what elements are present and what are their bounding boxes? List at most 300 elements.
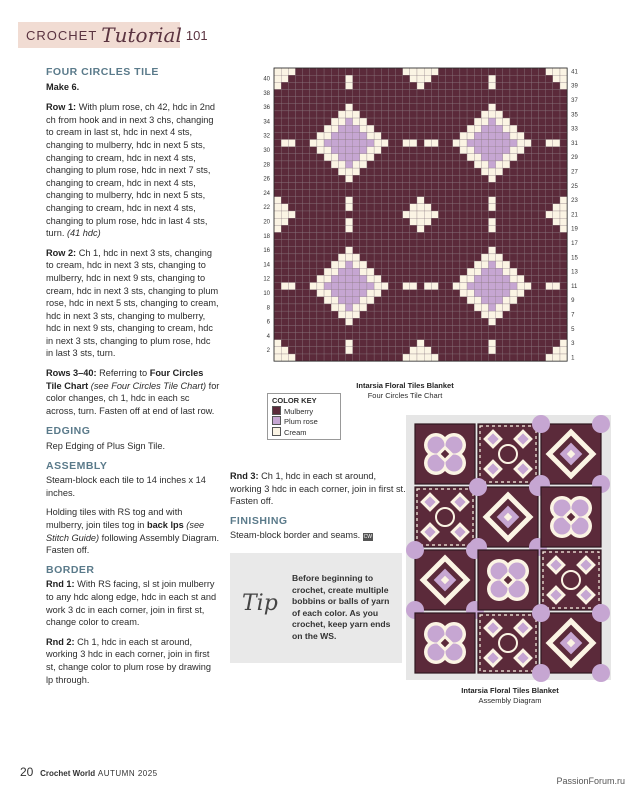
chart-cell [338,218,345,225]
chart-cell [367,140,374,147]
chart-cell [396,304,403,311]
chart-cell [388,168,395,175]
chart-cell [388,161,395,168]
chart-cell [553,97,560,104]
chart-cell [288,218,295,225]
chart-cell [467,97,474,104]
chart-cell [338,211,345,218]
chart-cell [303,340,310,347]
chart-cell [281,354,288,361]
chart-cell [324,168,331,175]
chart-cell [560,197,567,204]
chart-cell [324,104,331,111]
chart-cell [524,75,531,82]
chart-cell [503,140,510,147]
chart-cell [467,254,474,261]
chart-cell [295,232,302,239]
chart-cell [388,211,395,218]
chart-cell [353,140,360,147]
chart-cell [396,161,403,168]
chart-cell [388,147,395,154]
chart-cell [446,225,453,232]
chart-cell [367,82,374,89]
chart-cell [346,75,353,82]
chart-cell [388,154,395,161]
chart-cell [410,354,417,361]
chart-cell [288,140,295,147]
chart-cell [288,240,295,247]
chart-cell [424,232,431,239]
chart-cell [288,283,295,290]
tip-label: Tip [242,591,278,616]
chart-cell [360,211,367,218]
chart-cell [467,118,474,125]
chart-cell [460,290,467,297]
chart-cell [453,118,460,125]
chart-cell [431,147,438,154]
chart-cell [531,261,538,268]
chart-cell [281,268,288,275]
chart-cell [453,268,460,275]
chart-cell [360,175,367,182]
chart-cell [388,68,395,75]
chart-cell [274,104,281,111]
chart-cell [388,347,395,354]
chart-cell [274,254,281,261]
chart-cell [317,290,324,297]
chart-cell [374,68,381,75]
chart-cell [446,182,453,189]
chart-cell [331,132,338,139]
chart-cell [560,118,567,125]
chart-cell [403,104,410,111]
chart-cell [438,318,445,325]
chart-cell [517,125,524,132]
chart-cell [496,118,503,125]
chart-cell [417,261,424,268]
chart-cell [503,340,510,347]
chart-cell [388,325,395,332]
assembly-tile [541,550,601,610]
chart-cell [510,333,517,340]
row-number-right: 39 [571,83,578,90]
chart-cell [310,211,317,218]
chart-cell [531,290,538,297]
chart-cell [317,225,324,232]
chart-cell [288,168,295,175]
chart-cell [381,240,388,247]
chart-cell [424,168,431,175]
chart-cell [281,297,288,304]
chart-cell [539,247,546,254]
chart-cell [424,161,431,168]
chart-cell [424,304,431,311]
chart-cell [546,118,553,125]
assembly-tile [415,613,475,673]
chart-cell [367,225,374,232]
chart-cell [396,297,403,304]
chart-cell [324,75,331,82]
chart-cell [331,118,338,125]
chart-cell [467,247,474,254]
chart-cell [496,168,503,175]
chart-cell [531,197,538,204]
chart-cell [553,211,560,218]
chart-cell [303,354,310,361]
chart-cell [274,97,281,104]
chart-cell [560,297,567,304]
chart-cell [489,182,496,189]
chart-cell [331,204,338,211]
chart-cell [510,247,517,254]
chart-cell [403,175,410,182]
chart-cell [517,318,524,325]
chart-cell [274,111,281,118]
chart-cell [424,261,431,268]
chart-cell [338,333,345,340]
chart-cell [438,347,445,354]
chart-cell [524,297,531,304]
chart-cell [274,268,281,275]
chart-cell [410,347,417,354]
header-number: 101 [185,27,208,43]
chart-cell [546,89,553,96]
chart-cell [496,175,503,182]
chart-cell [481,197,488,204]
chart-cell [417,340,424,347]
chart-cell [517,82,524,89]
chart-cell [381,204,388,211]
chart-cell [503,254,510,261]
chart-cell [360,147,367,154]
chart-cell [353,275,360,282]
chart-cell [338,261,345,268]
chart-cell [553,240,560,247]
chart-cell [353,197,360,204]
chart-cell [531,340,538,347]
chart-cell [288,161,295,168]
chart-cell [310,261,317,268]
chart-cell [410,175,417,182]
cw-badge: CW [363,534,372,541]
chart-cell [288,125,295,132]
chart-cell [517,140,524,147]
chart-cell [438,268,445,275]
header-crochet: CROCHET [26,27,98,43]
chart-cell [539,68,546,75]
chart-cell [489,211,496,218]
chart-cell [481,190,488,197]
row-number-right: 7 [571,312,575,319]
chart-cell [481,347,488,354]
chart-cell [374,354,381,361]
chart-cell [531,283,538,290]
chart-cell [303,82,310,89]
chart-cell [353,161,360,168]
chart-cell [324,197,331,204]
chart-cell [346,147,353,154]
chart-cell [317,104,324,111]
chart-cell [431,247,438,254]
chart-cell [539,261,546,268]
chart-cell [281,140,288,147]
chart-cell [317,254,324,261]
chart-cell [539,240,546,247]
chart-cell [453,104,460,111]
chart-cell [467,168,474,175]
chart-cell [396,232,403,239]
chart-cell [546,232,553,239]
chart-cell [517,147,524,154]
chart-cell [481,204,488,211]
chart-cell [374,325,381,332]
chart-cell [460,104,467,111]
chart-cell [388,304,395,311]
chart-cell [503,111,510,118]
chart-cell [353,175,360,182]
chart-cell [295,297,302,304]
chart-cell [346,304,353,311]
chart-cell [489,154,496,161]
chart-cell [353,347,360,354]
chart-cell [438,325,445,332]
chart-cell [367,125,374,132]
chart-cell [467,318,474,325]
chart-cell [489,240,496,247]
chart-cell [460,118,467,125]
chart-cell [317,247,324,254]
chart-cell [503,304,510,311]
chart-cell [489,97,496,104]
chart-cell [546,240,553,247]
chart-cell [303,168,310,175]
chart-cell [503,104,510,111]
chart-cell [317,211,324,218]
chart-cell [388,297,395,304]
chart-cell [388,240,395,247]
chart-cell [431,140,438,147]
chart-cell [367,354,374,361]
chart-cell [517,261,524,268]
chart-cell [338,254,345,261]
chart-cell [474,340,481,347]
chart-cell [403,297,410,304]
chart-cell [467,125,474,132]
chart-cell [310,132,317,139]
chart-cell [453,318,460,325]
chart-cell [288,232,295,239]
page-footer [20,765,158,779]
chart-cell [438,75,445,82]
chart-cell [417,111,424,118]
chart-cell [346,175,353,182]
chart-cell [288,261,295,268]
chart-cell [360,161,367,168]
chart-cell [410,97,417,104]
chart-cell [417,325,424,332]
chart-cell [360,354,367,361]
chart-cell [481,232,488,239]
chart-cell [467,140,474,147]
chart-cell [524,318,531,325]
chart-cell [417,254,424,261]
chart-cell [446,333,453,340]
chart-cell [281,240,288,247]
chart-cell [446,75,453,82]
chart-cell [446,82,453,89]
chart-cell [367,111,374,118]
chart-cell [431,304,438,311]
chart-cell [460,204,467,211]
chart-cell [503,311,510,318]
chart-cell [424,311,431,318]
chart-cell [353,333,360,340]
chart-cell [374,125,381,132]
chart-cell [331,111,338,118]
chart-cell [531,140,538,147]
chart-cell [374,182,381,189]
chart-cell [539,125,546,132]
chart-cell [546,204,553,211]
chart-cell [360,111,367,118]
chart-cell [417,154,424,161]
chart-cell [288,175,295,182]
chart-cell [460,175,467,182]
chart-cell [288,254,295,261]
chart-cell [353,118,360,125]
chart-cell [410,240,417,247]
chart-cell [510,204,517,211]
chart-cell [288,132,295,139]
chart-cell [424,111,431,118]
chart-cell [431,154,438,161]
chart-cell [460,333,467,340]
chart-cell [467,283,474,290]
chart-cell [346,168,353,175]
assembly-tile [415,487,475,547]
chart-cell [438,247,445,254]
chart-cell [489,190,496,197]
chart-cell [353,82,360,89]
chart-cell [503,182,510,189]
chart-cell [360,154,367,161]
chart-cell [295,311,302,318]
chart-cell [553,190,560,197]
chart-cell [360,75,367,82]
chart-cell [503,325,510,332]
chart-cell [274,68,281,75]
chart-cell [467,175,474,182]
chart-cell [503,290,510,297]
row-number-right: 19 [571,226,578,233]
chart-cell [474,240,481,247]
chart-cell [295,168,302,175]
chart-cell [295,247,302,254]
chart-cell [274,297,281,304]
chart-cell [353,182,360,189]
chart-cell [310,75,317,82]
chart-cell [367,147,374,154]
chart-cell [431,111,438,118]
chart-cell [546,154,553,161]
chart-cell [338,247,345,254]
chart-cell [524,190,531,197]
chart-cell [496,333,503,340]
chart-cell [460,218,467,225]
chart-cell [288,333,295,340]
chart-cell [467,347,474,354]
chart-cell [367,347,374,354]
chart-cell [310,182,317,189]
chart-cell [310,147,317,154]
chart-cell [367,304,374,311]
chart-cell [346,204,353,211]
chart-cell [553,261,560,268]
row-number-left: 18 [263,233,270,240]
chart-cell [438,197,445,204]
chart-cell [496,297,503,304]
chart-cell [503,68,510,75]
assembly-diagram [414,423,602,673]
chart-cell [503,318,510,325]
chart-cell [474,254,481,261]
chart-cell [310,140,317,147]
chart-cell [446,247,453,254]
chart-cell [317,125,324,132]
chart-cell [360,297,367,304]
chart-cell [496,132,503,139]
chart-cell [288,154,295,161]
chart-cell [353,261,360,268]
chart-cell [474,118,481,125]
key-item-mulberry: Mulberry [272,406,336,417]
chart-cell [281,168,288,175]
chart-cell [460,161,467,168]
edging-heading: EDGING [46,425,91,438]
chart-cell [303,225,310,232]
chart-cell [288,347,295,354]
chart-cell [353,297,360,304]
chart-cell [346,318,353,325]
key-item-cream: Cream [272,427,336,438]
chart-cell [338,311,345,318]
chart-cell [374,297,381,304]
chart-cell [489,304,496,311]
chart-cell [403,147,410,154]
chart-cell [524,311,531,318]
chart-cell [510,97,517,104]
chart-cell [295,147,302,154]
chart-cell [474,354,481,361]
chart-cell [503,161,510,168]
chart-cell [396,240,403,247]
chart-cell [367,68,374,75]
chart-cell [531,318,538,325]
chart-cell [560,290,567,297]
chart-cell [353,68,360,75]
chart-cell [453,89,460,96]
chart-cell [474,268,481,275]
chart-cell [496,190,503,197]
chart-cell [481,82,488,89]
chart-cell [274,147,281,154]
chart-cell [553,218,560,225]
chart-cell [496,240,503,247]
chart-cell [431,190,438,197]
chart-cell [467,333,474,340]
chart-cell [560,211,567,218]
chart-cell [274,311,281,318]
